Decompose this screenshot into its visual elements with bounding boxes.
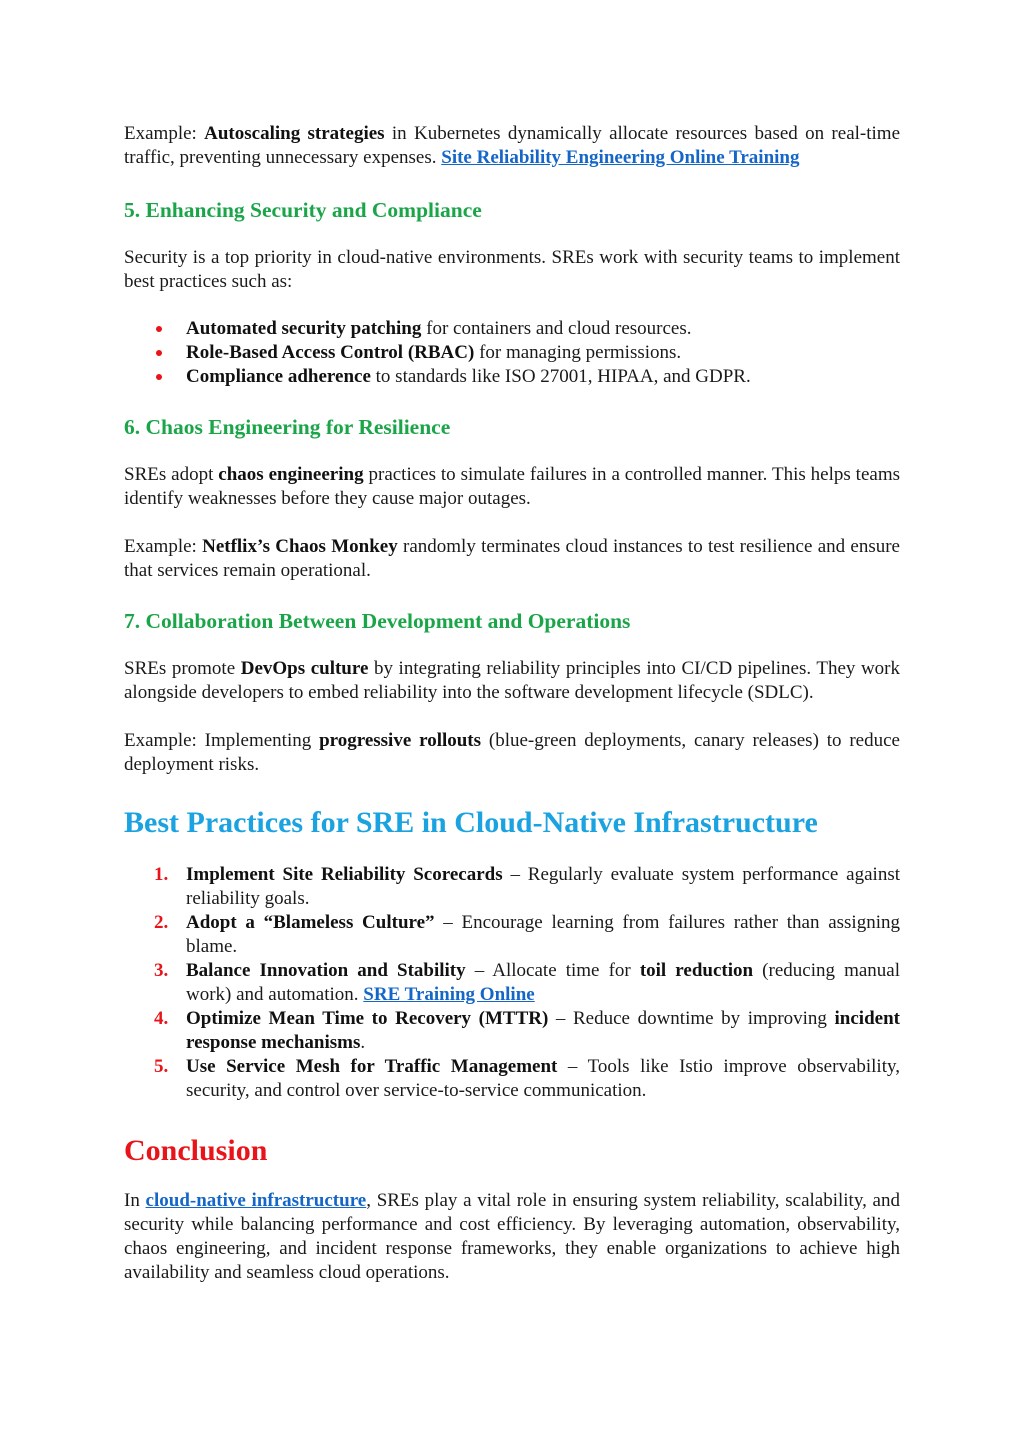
list-item: 1. Implement Site Reliability Scorecards – Regularly evaluate system performance against reliability goals.: [154, 864, 900, 909]
list-item: Role-Based Access Control (RBAC) for managing permissions.: [124, 341, 900, 365]
conclusion-paragraph: In cloud-native infrastructure, SREs play a vital role in ensuring system reliability, scalability, and security while balancing performance and cost efficiency. By leveraging automation, observability, chaos engineering, and incident response frameworks, they enable organizations to achieve high availability and seamless cloud operations.: [124, 1190, 900, 1283]
sre-training-online-link[interactable]: SRE Training Online: [363, 984, 535, 1005]
list-item: Compliance adherence to standards like ISO 27001, HIPAA, and GDPR.: [124, 365, 900, 389]
document-body: [124, 122, 900, 1285]
sre-online-training-link[interactable]: Site Reliability Engineering Online Training: [441, 147, 800, 168]
section-6-heading: 6. Chaos Engineering for Resilience: [124, 415, 451, 439]
cloud-native-infrastructure-link[interactable]: cloud-native infrastructure: [145, 1190, 367, 1211]
list-item: 2. Adopt a “Blameless Culture” – Encourage learning from failures rather than assigning blame.: [154, 912, 900, 957]
section-7-paragraph-1: SREs promote DevOps culture by integrating reliability principles into CI/CD pipelines. They work alongside developers to embed reliability into the software development lifecycle (SDLC).: [124, 658, 901, 703]
section-6-paragraph-2: Example: Netflix’s Chaos Monkey randomly terminates cloud instances to test resilience and ensure that services remain operational.: [124, 536, 900, 581]
bullet-icon: [156, 350, 162, 356]
section-5-paragraph: Security is a top priority in cloud-native environments. SREs work with security teams to implement best practices such as:: [124, 247, 900, 292]
section-5-heading: 5. Enhancing Security and Compliance: [124, 198, 482, 222]
best-practices-list: [124, 863, 900, 1103]
conclusion-heading: Conclusion: [124, 1134, 268, 1167]
bullet-icon: [156, 374, 162, 380]
list-item: 3. Balance Innovation and Stability – Allocate time for toil reduction (reducing manual work) and automation. SRE Training Online: [154, 960, 900, 1005]
bullet-icon: [156, 326, 162, 332]
section-7-heading: 7. Collaboration Between Development and Operations: [124, 609, 631, 633]
list-item: 4. Optimize Mean Time to Recovery (MTTR) – Reduce downtime by improving incident response mechanisms.: [154, 1008, 900, 1053]
intro-paragraph: Example: Autoscaling strategies in Kubernetes dynamically allocate resources based on real-time traffic, preventing unnecessary expenses. Site Reliability Engineering Online Training: [124, 123, 901, 168]
best-practices-heading: Best Practices for SRE in Cloud-Native Infrastructure: [124, 806, 818, 839]
security-list: [124, 317, 900, 389]
section-6-paragraph-1: SREs adopt chaos engineering practices to simulate failures in a controlled manner. This helps teams identify weaknesses before they cause major outages.: [124, 464, 900, 509]
section-7-paragraph-2: Example: Implementing progressive rollouts (blue-green deployments, canary releases) to reduce deployment risks.: [124, 730, 900, 775]
list-item: Automated security patching for containers and cloud resources.: [124, 317, 900, 341]
list-item: 5. Use Service Mesh for Traffic Management – Tools like Istio improve observability, security, and control over service-to-service communication.: [154, 1056, 900, 1101]
